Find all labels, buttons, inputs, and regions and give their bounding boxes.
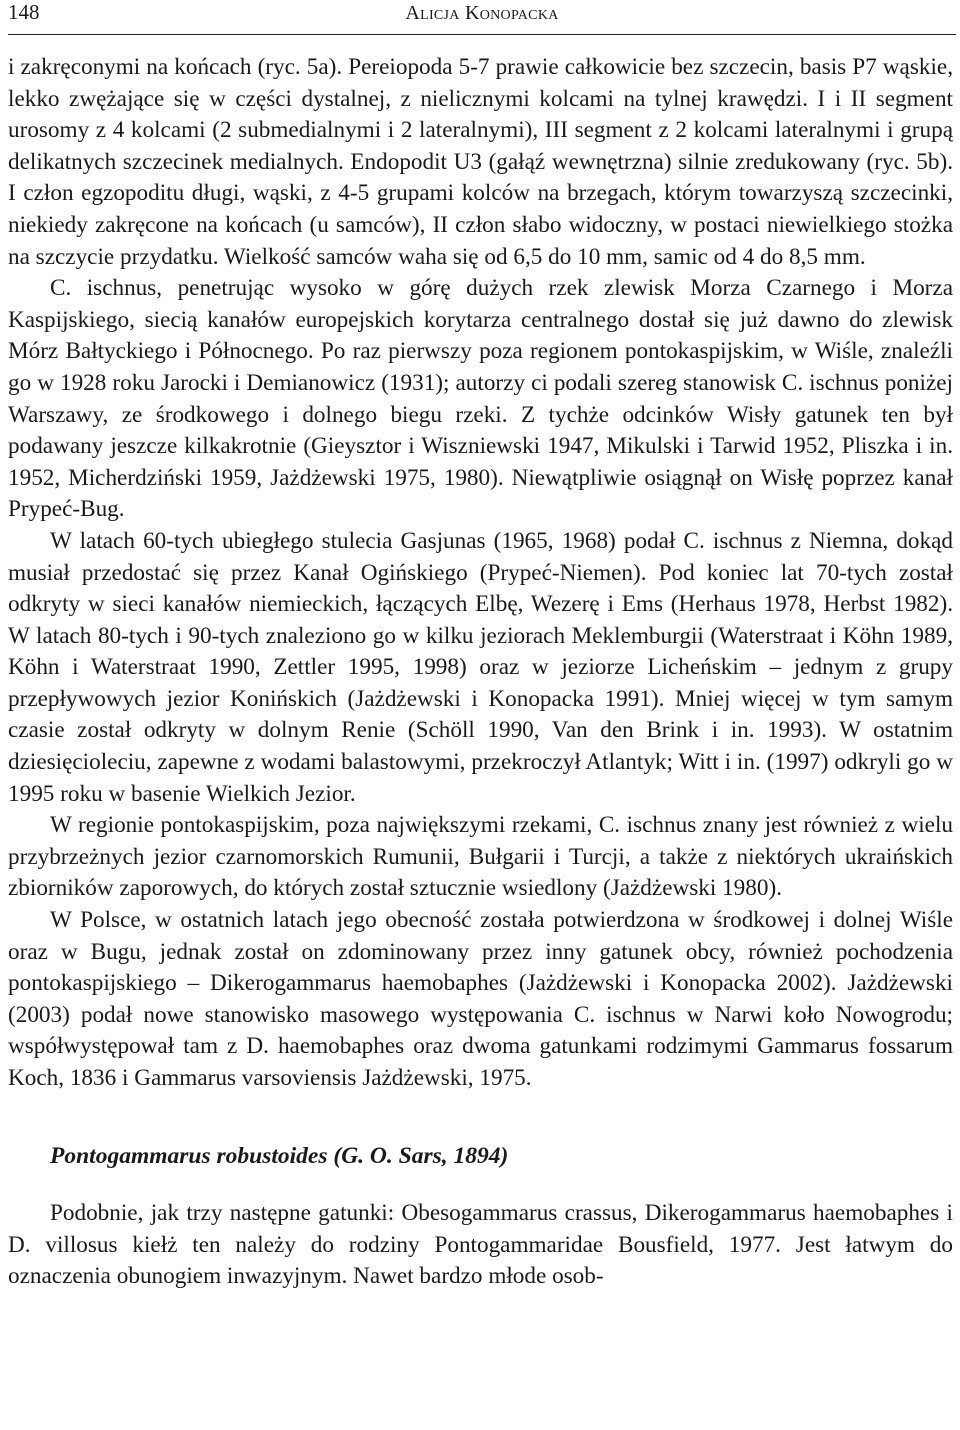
section-paragraph: Podobnie, jak trzy następne gatunki: Obesogammarus crassus, Dikerogammarus haemobaphes i D. villosus kiełż ten należy do rodziny Pontogammaridae Bousfield, 1977. Jest łatwym do oznaczenia obunogiem inwazyjnym. Nawet bardzo młode osob- [8, 1200, 953, 1290]
paragraph-5: W Polsce, w ostatnich latach jego obecność została potwierdzona w środkowej i dolnej Wiśle oraz w Bugu, jednak został on zdominowany przez inny gatunek obcy, również pochodzenia pontokaspijskiego – Dikerogammarus haemobaphes (Jażdżewski i Konopacka 2002). Jażdżewski (2003) podał nowe stanowisko masowego występowania C. ischnus w Narwi koło Nowogrodu; współwystępował tam z D. haemobaphes oraz dwoma gatunkami rodzimymi Gammarus fossarum Koch, 1836 i Gammarus varsoviensis Jażdżewski, 1975. [8, 907, 953, 1091]
paragraph-2: C. ischnus, penetrując wysoko w górę dużych rzek zlewisk Morza Czarnego i Morza Kaspijskiego, siecią kanałów europejskich korytarza centralnego dostał się już dawno do zlewisk Mórz Bałtyckiego i Północnego. Po raz pierwszy poza regionem pontokaspijskim, w Wiśle, znaleźli go w 1928 roku Jarocki i Demianowicz (1931); autorzy ci podali szereg stanowisk C. ischnus poniżej Warszawy, ze środkowego i dolnego biegu rzeki. Z tychże odcinków Wisły gatunek ten był podawany jeszcze kilkakrotnie (Gieysztor i Wiszniewski 1947, Mikulski i Tarwid 1952, Pliszka i in. 1952, Micherdziński 1959, Jażdżewski 1975, 1980). Niewątpliwie osiągnął on Wisłę poprzez kanał Prypeć-Bug. [8, 275, 953, 523]
running-head-author: Alicja Konopacka [405, 2, 559, 24]
page-header [8, 0, 956, 30]
paragraph-1: i zakręconymi na końcach (ryc. 5a). Pereiopoda 5-7 prawie całkowicie bez szczecin, basis P7 wąskie, lekko zwężające się w części dystalnej, z nielicznymi kolcami na tylnej krawędzi. I i II segment urosomy z 4 kolcami (2 submedialnymi i 2 lateralnymi), III segment z 2 kolcami lateralnymi i grupą delikatnych szczecinek medialnych. Endopodit U3 (gałąź wewnętrzna) silnie zredukowany (ryc. 5b). I człon egzopoditu długi, wąski, z 4-5 grupami kolców na brzegach, którym towarzyszą szczecinki, niekiedy zakręcone na końcach (u samców), II człon słabo widoczny, w postaci niewielkiego stożka na szczycie przydatku. Wielkość samców waha się od 6,5 do 10 mm, samic od 4 do 8,5 mm. [8, 54, 953, 270]
body-text [8, 52, 953, 1293]
section-heading: Pontogammarus robustoides (G. O. Sars, 1894) [50, 1142, 509, 1169]
paragraph-3: W latach 60-tych ubiegłego stulecia Gasjunas (1965, 1968) podał C. ischnus z Niemna, dokąd musiał przedostać się przez Kanał Ogińskiego (Prypeć-Niemen). Pod koniec lat 70-tych został odkryty w sieci kanałów niemieckich, łączących Elbę, Wezerę i Ems (Herhaus 1978, Herbst 1982). W latach 80-tych i 90-tych znaleziono go w kilku jeziorach Meklemburgii (Waterstraat i Köhn 1989, Köhn i Waterstraat 1990, Zettler 1995, 1998) oraz w jeziorze Licheńskim – jednym z grupy przepływowych jezior Konińskich (Jażdżewski i Konopacka 1991). Mniej więcej w tym samym czasie został odkryty w dolnym Renie (Schöll 1990, Van den Brink i in. 1993). W ostatnim dziesięcioleciu, zapewne z wodami balastowymi, przekroczył Atlantyk; Witt i in. (1997) odkryli go w 1995 roku w basenie Wielkich Jezior. [8, 527, 953, 807]
header-rule [8, 34, 956, 35]
paragraph-4: W regionie pontokaspijskim, poza największymi rzekami, C. ischnus znany jest również z wielu przybrzeżnych jezior czarnomorskich Rumunii, Bułgarii i Turcji, a także z niektórych ukraińskich zbiorników zaporowych, do których został sztucznie wsiedlony (Jażdżewski 1980). [8, 812, 953, 902]
page-number: 148 [8, 0, 40, 24]
